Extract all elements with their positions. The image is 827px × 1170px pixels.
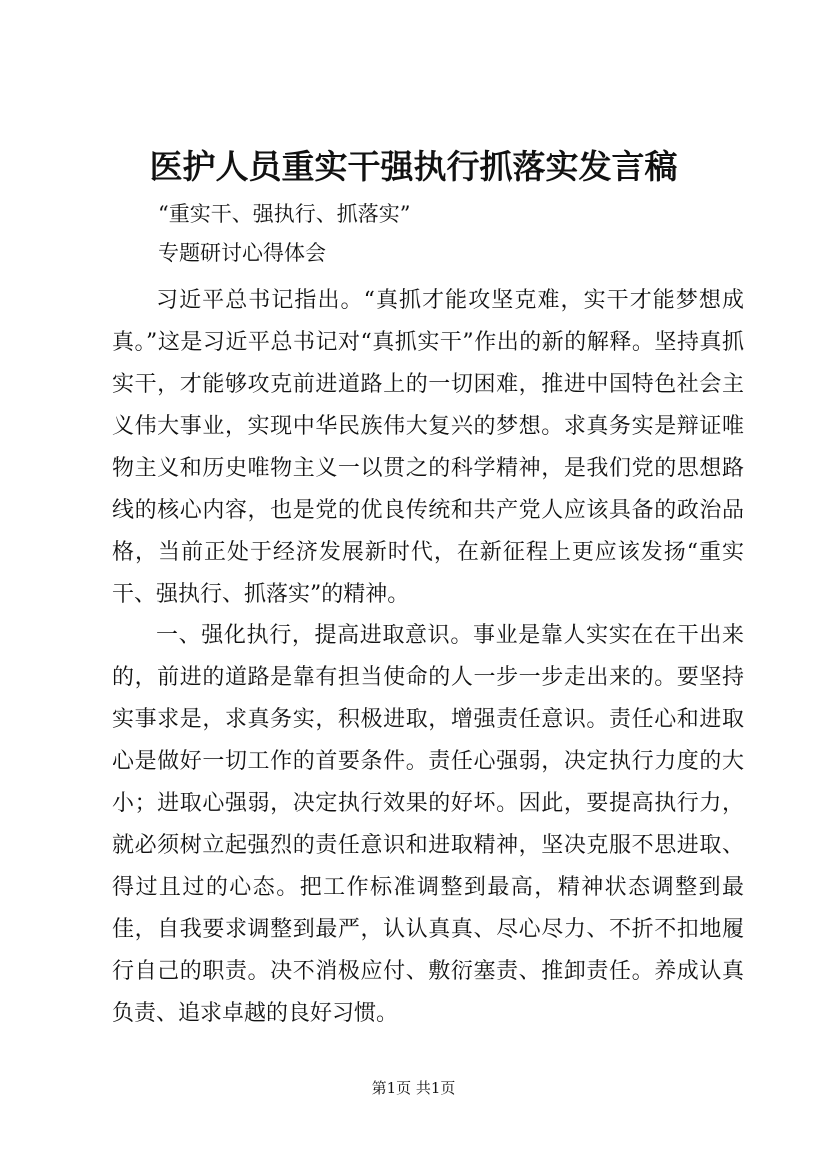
body-paragraph-1: 习近平总书记指出。“真抓才能攻坚克难，实干才能梦想成真。”这是习近平总书记对“真抓实干”作出的新的解释。坚持真抓实干，才能够攻克前进道路上的一切困难，推进中国特色社会主义伟大事业，实现中华民族伟大复兴的梦想。求真务实是辩证唯物主义和历史唯物主义一以贯之的科学精神，是我们党的思想路线的核心内容，也是党的优良传统和共产党人应该具备的政治品格，当前正处于经济发展新时代，在新征程上更应该发扬“重实干、强执行、抓落实”的精神。 <box>112 288 744 607</box>
subtitle-line-2: 专题研讨心得体会 <box>158 241 326 265</box>
body-paragraph-2: 一、强化执行，提高进取意识。事业是靠人实实在在干出来的，前进的道路是靠有担当使命的人一步一步走出来的。要坚持实事求是，求真务实，积极进取，增强责任意识。责任心和进取心是做好一切工作的首要条件。责任心强弱，决定执行力度的大小；进取心强弱，决定执行效果的好坏。因此，要提高执行力，就必须树立起强烈的责任意识和进取精神，坚决克服不思进取、得过且过的心态。把工作标准调整到最高，精神状态调整到最佳，自我要求调整到最严，认认真真、尽心尽力、不折不扣地履行自己的职责。决不消极应付、敷衍塞责、推卸责任。养成认真负责、追求卓越的良好习惯。 <box>112 623 744 1026</box>
page-footer: 第1页 共1页 <box>371 1079 456 1097</box>
document-title: 医护人员重实干强执行抓落实发言稿 <box>149 147 678 186</box>
subtitle-line-1: “重实干、强执行、抓落实” <box>158 202 411 226</box>
